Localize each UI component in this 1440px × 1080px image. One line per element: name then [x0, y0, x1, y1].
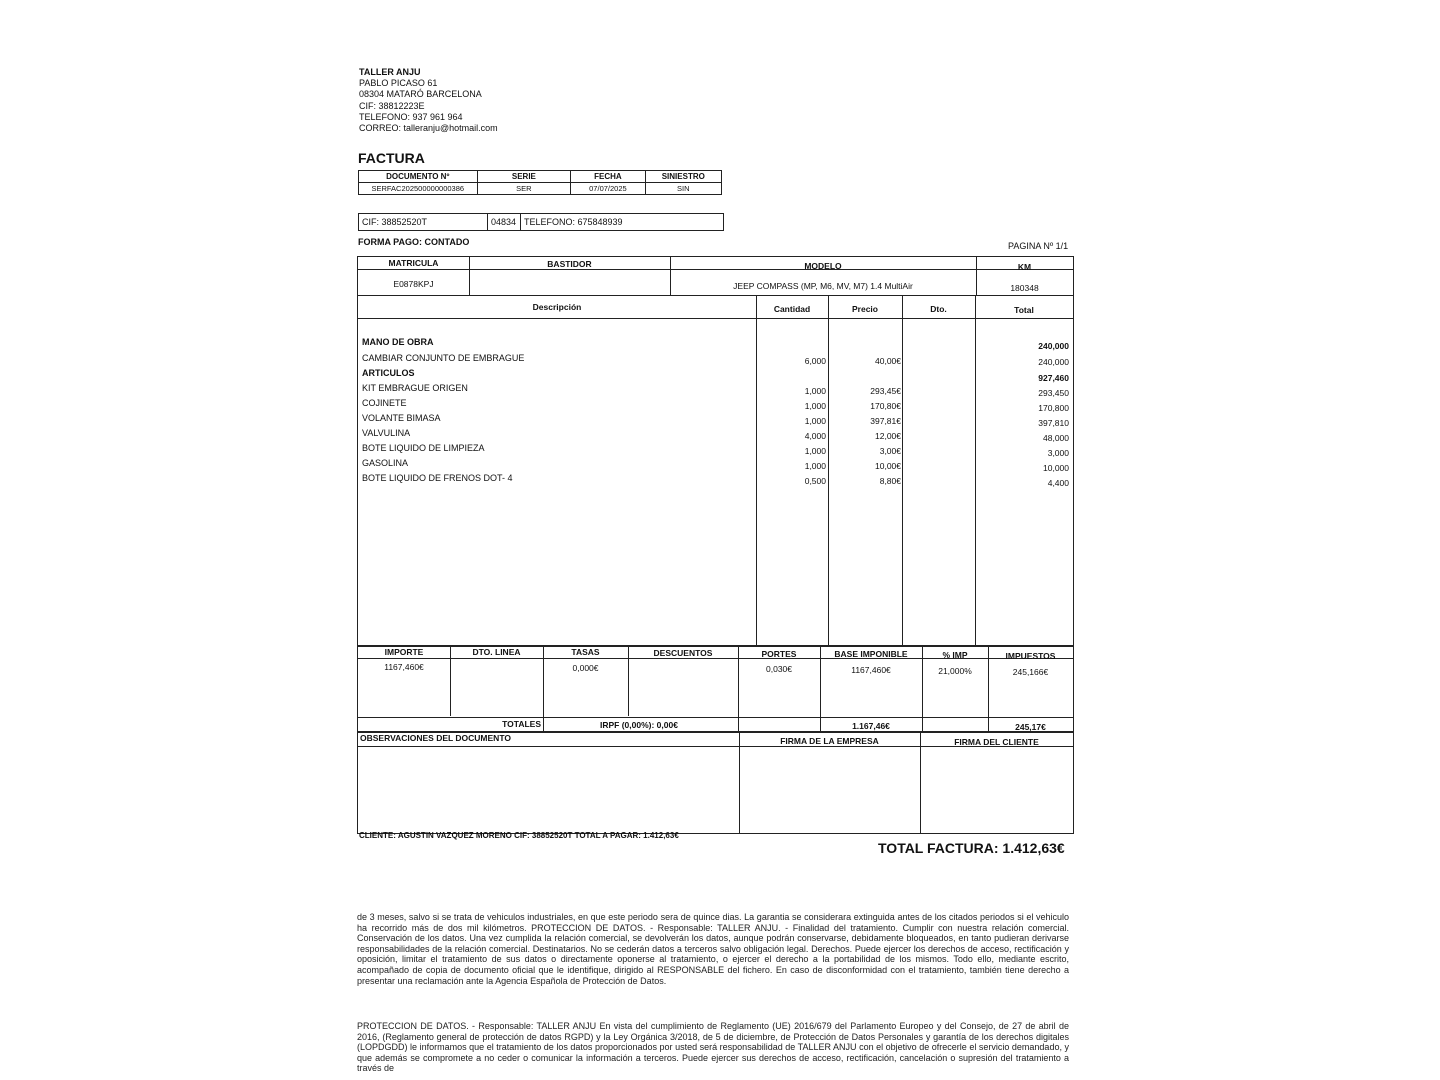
line-total: 293,450 — [1038, 388, 1069, 398]
company-phone: TELEFONO: 937 961 964 — [359, 111, 463, 122]
firma-cliente-label: FIRMA DEL CLIENTE — [954, 737, 1039, 747]
company-address: PABLO PICASO 61 — [359, 78, 438, 89]
cliente-summary: CLIENTE: AGUSTIN VAZQUEZ MORENO CIF: 38852520T TOTAL A PAGAR: 1.412,63€ — [359, 831, 679, 840]
summary-base-imponible: 1167,460€ — [851, 665, 891, 675]
summary-label-dto-linea: DTO. LINEA — [472, 647, 521, 657]
client-cif: CIF: 38852520T — [359, 214, 488, 231]
line-desc: KIT EMBRAGUE ORIGEN — [362, 383, 468, 393]
company-email: CORREO: talleranju@hotmail.com — [359, 123, 498, 134]
total-impuestos: 245,17€ — [1015, 722, 1046, 732]
client-code: 04834 — [488, 214, 521, 231]
section-total: 240,000 — [1038, 341, 1069, 351]
line-qty: 4,000 — [804, 431, 826, 441]
summary-importe: 1167,460€ — [384, 662, 424, 672]
totales-label: TOTALES — [502, 719, 541, 729]
firma-empresa-label: FIRMA DE LA EMPRESA — [780, 736, 879, 746]
summary-impuestos: 245,166€ — [1012, 667, 1049, 677]
col-cantidad: Cantidad — [773, 304, 811, 314]
header-value-documento: SERFAC202500000000386 — [359, 183, 478, 195]
lines-table — [357, 295, 1074, 647]
header-label-serie: SERIE — [477, 171, 571, 183]
company-city: 08304 MATARÓ BARCELONA — [359, 89, 482, 100]
vehicle-modelo: JEEP COMPASS (MP, M6, MV, M7) 1.4 MultiAir — [733, 281, 913, 291]
header-label-documento: DOCUMENTO Nº — [359, 171, 478, 183]
col-total: Total — [1014, 305, 1034, 315]
line-price: 293,45€ — [870, 386, 901, 396]
line-desc: BOTE LIQUIDO DE FRENOS DOT- 4 — [362, 473, 513, 483]
vehicle-label-modelo: MODELO — [804, 261, 842, 271]
vehicle-matricula: E0878KPJ — [393, 279, 434, 289]
vehicle-km: 180348 — [1010, 283, 1039, 293]
line-qty: 1,000 — [804, 401, 826, 411]
company-info — [359, 67, 498, 134]
summary-label-importe: IMPORTE — [384, 647, 424, 657]
header-label-siniestro: SINIESTRO — [645, 171, 721, 183]
irpf-value: IRPF (0,00%): 0,00€ — [600, 720, 678, 730]
section-title: MANO DE OBRA — [362, 337, 434, 347]
legal-text-2: PROTECCION DE DATOS. - Responsable: TALLER ANJU En vista del cumplimiento de Reglamento (UE) 2016/679 del Parlamento Europeo y del Consejo, de 27 de abril de 2016, (Reglamento general de protección de datos RGPD) y la Ley Orgánica 3/2018, de 5 de diciembre, de Protección de Datos Personales y garantía de los derechos digitales (LOPDGDD) le informamos que el tratamiento de los datos proporcionados por usted será responsabilidad de TALLER ANJU con el objetivo de ofrecerle el servicio demandado, y que además se compromete a no ceder o comunicar la información a terceros. Puede ejercer sus derechos de acceso, rectificación, cancelación o supresión del tratamiento a través de — [357, 1021, 1069, 1074]
line-price: 10,00€ — [875, 461, 901, 471]
header-label-fecha: FECHA — [571, 171, 645, 183]
header-value-serie: SER — [477, 183, 571, 195]
summary-label-pct-imp: % IMP — [942, 650, 968, 660]
summary-label-base-imponible: BASE IMPONIBLE — [834, 649, 908, 659]
legal-text-1: de 3 meses, salvo si se trata de vehiculos industriales, en que este periodo sera de quince dias. La garantia se considerara extinguida antes de los citados periodos si el vehiculo ha recorrido más de dos mil kilómetros. PROTECCION DE DATOS. - Responsable: TALLER ANJU. - Finalidad del tratamiento. Cumplir con nuestra relación comercial. Conservación de los datos. Una vez cumplida la relación comercial, se devolverán los datos, aunque podrán conservarse, debidamente bloqueados, en tanto pudieran derivarse responsabilidades de la relación comercial. Destinatarios. No se cederán datos a terceros salvo obligación legal. Derechos. Puede ejercer los derechos de acceso, rectificación y oposición, limitar el tratamiento de sus datos o directamente oponerse al tratamiento, o ejercer el derecho a la portabilidad de los mismos. Todo ello, mediante escrito, acompañado de copia de documento oficial que le identifique, dirigido al RESPONSABLE del fichero. En caso de disconformidad con el tratamiento, también tiene derecho a presentar una reclamación ante la Agencia Española de Protección de Datos. — [357, 912, 1069, 986]
company-name: TALLER ANJU — [359, 67, 421, 77]
company-cif: CIF: 38812223E — [359, 100, 425, 111]
summary-tasas: 0,000€ — [572, 663, 599, 673]
line-price: 3,00€ — [879, 446, 901, 456]
line-total: 4,400 — [1047, 478, 1069, 488]
line-total: 48,000 — [1043, 433, 1069, 443]
line-price: 397,81€ — [870, 416, 901, 426]
line-total: 170,800 — [1038, 403, 1069, 413]
line-desc: CAMBIAR CONJUNTO DE EMBRAGUE — [362, 353, 525, 363]
summary-portes: 0,030€ — [766, 664, 792, 674]
forma-pago: FORMA PAGO: CONTADO — [358, 237, 470, 247]
line-price: 8,80€ — [879, 476, 901, 486]
signature-table — [357, 731, 1074, 834]
vehicle-label-matricula: MATRICULA — [388, 258, 439, 268]
page-number: PAGINA Nº 1/1 — [1008, 241, 1069, 251]
col-dto: Dto. — [930, 304, 947, 314]
col-precio: Precio — [852, 304, 878, 314]
line-qty: 1,000 — [804, 461, 826, 471]
line-price: 12,00€ — [875, 431, 901, 441]
line-price: 40,00€ — [875, 356, 901, 366]
summary-pct-imp: 21,000% — [938, 666, 972, 676]
summary-label-tasas: TASAS — [571, 647, 600, 657]
line-total: 240,000 — [1038, 357, 1069, 367]
line-desc: VOLANTE BIMASA — [362, 413, 441, 423]
client-phone: TELEFONO: 675848939 — [521, 214, 724, 231]
line-total: 10,000 — [1043, 463, 1069, 473]
document-title: FACTURA — [358, 150, 425, 166]
summary-table — [357, 645, 1074, 733]
vehicle-table — [357, 256, 1074, 296]
line-price: 170,80€ — [870, 401, 901, 411]
header-value-fecha: 07/07/2025 — [571, 183, 645, 195]
line-desc: GASOLINA — [362, 458, 409, 468]
total-factura: TOTAL FACTURA: 1.412,63€ — [878, 840, 1065, 856]
col-descripcion: Descripción — [532, 302, 582, 312]
summary-label-descuentos: DESCUENTOS — [653, 648, 713, 658]
line-qty: 1,000 — [804, 386, 826, 396]
client-box — [358, 213, 724, 231]
line-qty: 1,000 — [804, 446, 826, 456]
section-total: 927,460 — [1038, 373, 1069, 383]
document-header-table — [358, 170, 722, 195]
header-value-siniestro: SIN — [645, 183, 721, 195]
summary-label-impuestos: IMPUESTOS — [1005, 651, 1056, 661]
total-base-imponible: 1.167,46€ — [852, 721, 890, 731]
section-title: ARTICULOS — [362, 368, 415, 378]
line-qty: 6,000 — [804, 356, 826, 366]
line-desc: VALVULINA — [362, 428, 411, 438]
line-total: 3,000 — [1047, 448, 1069, 458]
vehicle-label-bastidor: BASTIDOR — [547, 259, 592, 269]
line-qty: 0,500 — [804, 476, 826, 486]
vehicle-label-km: KM — [1017, 262, 1032, 272]
line-desc: BOTE LIQUIDO DE LIMPIEZA — [362, 443, 485, 453]
line-total: 397,810 — [1038, 418, 1069, 428]
observaciones-label: OBSERVACIONES DEL DOCUMENTO — [360, 733, 511, 743]
line-qty: 1,000 — [804, 416, 826, 426]
line-desc: COJINETE — [362, 398, 407, 408]
summary-label-portes: PORTES — [761, 649, 797, 659]
